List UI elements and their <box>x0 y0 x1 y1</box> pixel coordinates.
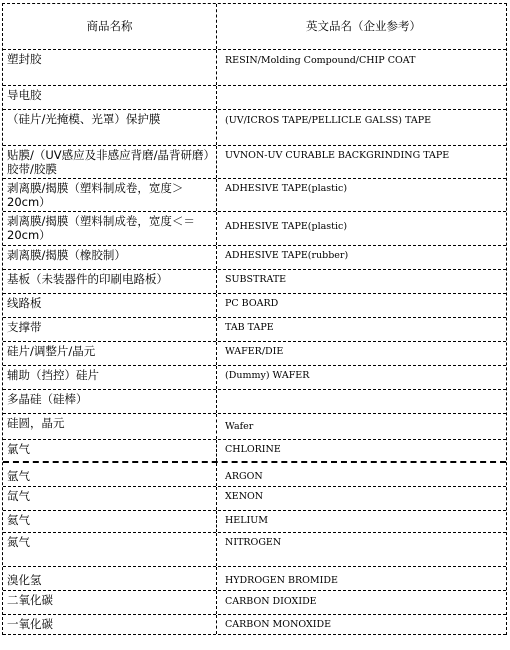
cell-chinese-name: （硅片/光掩模、光罩）保护膜 <box>3 110 217 145</box>
cell-english-name: XENON <box>225 491 264 502</box>
table-row <box>3 511 506 533</box>
cell-chinese-name: 氙气 <box>3 487 217 510</box>
table-row <box>3 567 506 591</box>
cell-chinese-name: 导电胶 <box>3 86 217 109</box>
cell-english-name: CHLORINE <box>225 444 281 455</box>
cell-english-name: RESIN/Molding Compound/CHIP COAT <box>225 55 416 66</box>
table-row <box>3 487 506 511</box>
cell-english-name: ARGON <box>225 471 263 482</box>
table-row <box>3 440 506 463</box>
cell-english-name: UVNON-UV CURABLE BACKGRINDING TAPE <box>225 150 450 161</box>
cell-english-name: NITROGEN <box>225 537 282 548</box>
cell-chinese-name: 氩气 <box>3 463 217 486</box>
cell-english-name <box>217 86 506 109</box>
table-row <box>3 318 506 342</box>
cell-chinese-name: 二氧化碳 <box>3 591 217 614</box>
cell-english-name: (Dummy) WAFER <box>225 370 310 381</box>
table-row <box>3 50 506 86</box>
cell-chinese-name: 氮气 <box>3 533 217 566</box>
cell-chinese-name: 基板（未装器件的印刷电路板） <box>3 270 217 293</box>
cell-chinese-name: 剥离膜/揭膜（塑料制成卷，宽度＞20cm） <box>3 179 217 211</box>
table-row <box>3 86 506 110</box>
table-row <box>3 270 506 294</box>
table-row <box>3 533 506 567</box>
cell-chinese-name: 氯气 <box>3 440 217 461</box>
cell-chinese-name: 一氧化碳 <box>3 615 217 634</box>
table-row <box>3 246 506 270</box>
cell-chinese-name: 多晶硅（硅棒） <box>3 390 217 413</box>
cell-english-name: CARBON DIOXIDE <box>225 596 317 607</box>
table-row <box>3 366 506 390</box>
table-row <box>3 179 506 212</box>
cell-english-name: (UV/ICROS TAPE/PELLICLE GALSS) TAPE <box>225 115 432 126</box>
cell-chinese-name: 剥离膜/揭膜（塑料制成卷，宽度＜＝20cm） <box>3 212 217 245</box>
table-row <box>3 463 506 487</box>
cell-chinese-name: 剥离膜/揭膜（橡胶制） <box>3 246 217 269</box>
cell-english-name: PC BOARD <box>225 298 279 309</box>
cell-english-name: ADHESIVE TAPE(plastic) <box>225 221 348 232</box>
cell-english-name: ADHESIVE TAPE(rubber) <box>225 250 349 261</box>
table-row <box>3 342 506 366</box>
cell-english-name: TAB TAPE <box>225 322 274 333</box>
cell-english-name: ADHESIVE TAPE(plastic) <box>225 183 348 194</box>
cell-english-name: HELIUM <box>225 515 269 526</box>
table-row <box>3 212 506 246</box>
table-row <box>3 390 506 414</box>
cell-chinese-name: 塑封胶 <box>3 50 217 85</box>
cell-english-name: CARBON MONOXIDE <box>225 619 332 630</box>
cell-chinese-name: 氦气 <box>3 511 217 532</box>
cell-chinese-name: 贴膜/（UV感应及非感应背磨/晶背研磨）胶带/胶膜 <box>3 146 217 178</box>
cell-chinese-name: 溴化氢 <box>3 567 217 590</box>
cell-chinese-name: 硅圆，晶元 <box>3 414 217 439</box>
table-row <box>3 294 506 318</box>
cell-english-name: WAFER/DIE <box>225 346 284 357</box>
cell-english-name: Wafer <box>225 421 254 432</box>
product-name-table <box>2 3 507 635</box>
header-chinese-name: 商品名称 <box>3 4 217 49</box>
table-row <box>3 146 506 179</box>
cell-chinese-name: 线路板 <box>3 294 217 317</box>
header-english-name: 英文品名（企业参考） <box>306 19 421 33</box>
cell-english-name: SUBSTRATE <box>225 274 287 285</box>
cell-chinese-name: 辅助（挡控）硅片 <box>3 366 217 389</box>
table-row <box>3 591 506 615</box>
table-row <box>3 110 506 146</box>
table-row <box>3 615 506 635</box>
cell-chinese-name: 支撑带 <box>3 318 217 341</box>
cell-english-name: HYDROGEN BROMIDE <box>225 575 338 586</box>
table-header-row <box>3 4 506 50</box>
table-row <box>3 414 506 440</box>
cell-english-name <box>217 390 506 413</box>
cell-chinese-name: 硅片/调整片/晶元 <box>3 342 217 365</box>
